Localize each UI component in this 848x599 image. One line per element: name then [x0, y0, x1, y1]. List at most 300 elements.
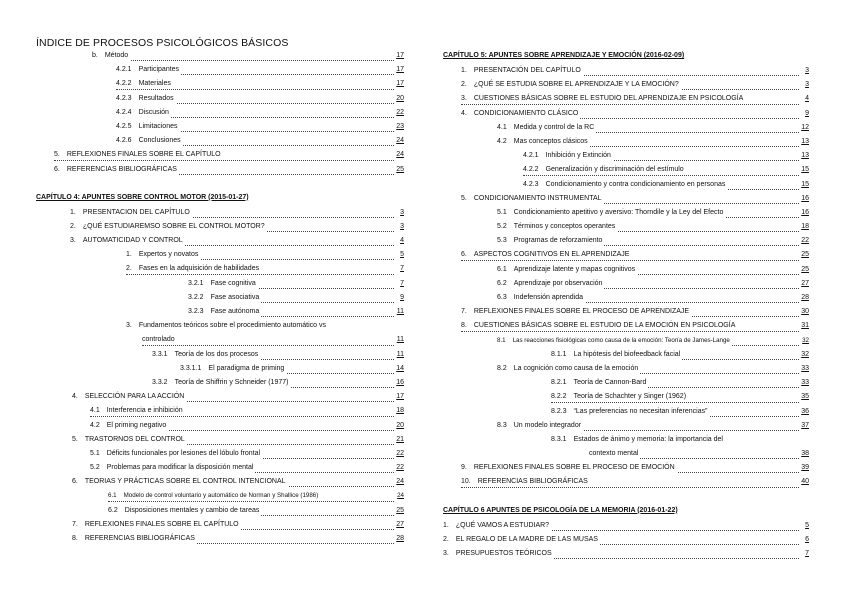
toc-entry-page: 16	[396, 378, 404, 386]
toc-entry-number: 4.2.3	[116, 94, 132, 102]
toc-entry-page: 21	[396, 435, 404, 443]
toc-entry-number: 4.2.3	[523, 180, 539, 188]
toc-entry-number: 4.	[72, 393, 78, 401]
toc-entry-number: 4.	[461, 109, 467, 117]
toc-entry-page: 7	[805, 550, 809, 557]
toc-entry-page: 20	[396, 421, 404, 429]
toc-entry-number: 3.2.2	[188, 293, 204, 301]
toc-entry-label	[443, 521, 551, 531]
toc-entry-label	[523, 165, 686, 175]
toc-entry[interactable]	[443, 263, 809, 277]
toc-entry-label	[70, 236, 185, 246]
toc-entry-label	[90, 463, 255, 473]
toc-entry-label	[142, 335, 177, 345]
toc-entry[interactable]	[443, 376, 809, 390]
toc-entry-text: Las reacciones fisiológicas como causa de la emoción: Teoría de James-Lange	[512, 336, 730, 344]
toc-entry-label	[461, 94, 745, 104]
toc-entry-page: 30	[801, 308, 809, 316]
toc-entry-text: Aprendizaje latente y mapas cognitivos	[513, 265, 636, 273]
toc-entry-number: 2.	[70, 222, 76, 230]
toc-entry[interactable]	[443, 135, 809, 149]
toc-entry-page: 17	[396, 52, 404, 59]
toc-entry-page: 17	[396, 393, 404, 401]
toc-entry[interactable]	[36, 333, 404, 347]
toc-entry-page: 11	[396, 350, 404, 358]
toc-entry-number: 8.2.1	[551, 379, 567, 387]
toc-entry-page: 13	[801, 137, 809, 145]
toc-entry[interactable]	[443, 519, 809, 533]
toc-entry-label	[551, 435, 725, 445]
toc-entry-number: 6.	[72, 478, 78, 486]
toc-entry[interactable]	[443, 319, 809, 333]
toc-entry[interactable]	[36, 390, 404, 404]
toc-entry-label	[443, 549, 554, 559]
toc-entry[interactable]	[443, 547, 809, 561]
toc-entry-label	[497, 364, 640, 374]
toc-entry[interactable]	[443, 163, 809, 177]
toc-entry-page: 25	[801, 265, 809, 273]
toc-entry[interactable]	[443, 64, 809, 78]
toc-entry-number: 6.	[54, 165, 60, 173]
toc-entry-text: Indefensión aprendida	[513, 294, 584, 301]
toc-entry-page: 7	[400, 265, 404, 273]
toc-entry-number: 5.1	[497, 208, 507, 216]
toc-entry-number: 4.1	[497, 123, 507, 131]
toc-entry-number: 8.1	[497, 336, 506, 344]
toc-entry-text: Teoría de Shiffrin y Schneider (1977)	[174, 378, 289, 386]
toc-entry-number: 3.	[461, 95, 467, 103]
toc-entry-page: 7	[400, 279, 404, 287]
toc-entry-page: 27	[396, 520, 404, 528]
toc-entry[interactable]	[36, 518, 404, 532]
left-column	[36, 49, 404, 546]
toc-entry-number: 4.2.1	[523, 152, 539, 160]
toc-entry-page: 4	[400, 237, 404, 245]
toc-entry-text: EL REGALO DE LA MADRE DE LAS MUSAS	[455, 535, 598, 543]
toc-entry[interactable]	[36, 489, 404, 503]
chapter-6-heading	[443, 504, 809, 519]
toc-entry-label	[116, 65, 181, 75]
toc-entry-page: 18	[396, 407, 404, 415]
toc-entry-text: REFERENCIAS BIBLIOGRÁFICAS	[84, 535, 195, 542]
toc-entry-label	[497, 123, 596, 133]
toc-entry-text: El priming negativo	[106, 421, 167, 429]
toc-entry-text: PRESUPUESTOS TEÓRICOS	[455, 550, 552, 557]
toc-entry-page: 6	[805, 535, 809, 543]
toc-entry-number: 5.	[54, 151, 60, 159]
toc-entry-number: 5.2	[497, 223, 507, 231]
toc-entry-label	[72, 534, 197, 544]
toc-entry[interactable]	[443, 178, 809, 192]
toc-entry-text: PRESENTACIÓN DEL CAPÍTULO	[473, 67, 581, 74]
toc-entry-label	[497, 336, 732, 346]
toc-entry-number: 1.	[461, 67, 467, 74]
toc-entry-number: 4.2	[90, 421, 100, 429]
dot-leader	[142, 345, 394, 346]
toc-entry-text: Medida y control de la RC	[513, 123, 595, 131]
toc-entry-label	[72, 520, 241, 530]
toc-entry[interactable]	[36, 362, 404, 376]
toc-entry-page: 22	[801, 237, 809, 245]
toc-entry-number: 3.3.1.1	[180, 364, 202, 372]
toc-entry-page: 24	[396, 151, 404, 159]
toc-entry-label	[90, 449, 262, 459]
toc-entry-label	[188, 307, 261, 317]
toc-entry-text: Fase cognitiva	[210, 279, 256, 287]
toc-entry-text: Un modelo integrador	[513, 421, 582, 429]
toc-entry-number: 5.3	[497, 237, 507, 245]
toc-entry[interactable]	[443, 362, 809, 376]
toc-entry[interactable]	[443, 533, 809, 547]
toc-entry[interactable]	[36, 447, 404, 461]
toc-entry[interactable]	[36, 106, 404, 120]
toc-entry-page: 23	[396, 122, 404, 130]
toc-entry-page: 3	[400, 222, 404, 230]
toc-entry-label	[70, 208, 192, 218]
toc-entry-page: 28	[801, 294, 809, 301]
toc-entry-number: 3.	[443, 550, 449, 557]
toc-entry-page: 5	[805, 521, 809, 529]
toc-entry[interactable]	[36, 419, 404, 433]
toc-entry-text: ¿QUÉ VAMOS A ESTUDIAR?	[455, 521, 550, 529]
toc-entry-label	[70, 222, 267, 232]
toc-entry-page: 14	[396, 364, 404, 372]
toc-entry-label	[461, 80, 681, 90]
toc-entry-label	[188, 279, 258, 289]
toc-entry-label	[116, 94, 176, 104]
toc-entry[interactable]	[443, 121, 809, 135]
toc-entry[interactable]	[443, 107, 809, 121]
toc-entry-label	[90, 406, 185, 416]
toc-entry-page: 25	[396, 165, 404, 173]
toc-entry[interactable]	[36, 348, 404, 362]
toc-entry-number: 3.	[126, 322, 132, 330]
toc-entry-number: 3.	[70, 237, 76, 245]
toc-entry-number: 8.2.3	[551, 407, 567, 415]
toc-entry[interactable]	[36, 163, 404, 177]
toc-entry-number: 8.1.1	[551, 350, 567, 358]
toc-entry-label	[108, 491, 320, 501]
toc-entry-label	[54, 150, 223, 160]
toc-entry-text: Materiales	[138, 80, 171, 88]
toc-entry-label	[551, 407, 709, 417]
toc-entry-number: 1.	[126, 251, 132, 259]
toc-entry-number: 7.	[461, 308, 467, 316]
toc-entry-number: 2.	[461, 81, 467, 89]
toc-entry[interactable]	[443, 475, 809, 489]
toc-entry-page: 24	[396, 137, 404, 145]
toc-entry-text: Resultados	[138, 94, 174, 102]
toc-entry-number: 4.1	[90, 407, 100, 415]
toc-entry-page: 32	[801, 350, 809, 358]
toc-entry-number: 1.	[443, 521, 449, 529]
toc-entry-text: CONDICIONAMIENTO INSTRUMENTAL	[473, 194, 602, 202]
toc-entry[interactable]	[443, 433, 809, 447]
toc-entry-page: 11	[396, 336, 404, 344]
toc-entry-label	[497, 293, 585, 303]
toc-entry-page: 33	[801, 379, 809, 387]
toc-entry-text: REFLEXIONES FINALES SOBRE EL PROCESO DE APRENDIZAJE	[473, 308, 690, 316]
toc-entry-text: “Las preferencias no necesitan inferencias”	[573, 407, 708, 415]
toc-entry-text: REFERENCIAS BIBLIOGRÁFICAS	[66, 165, 177, 173]
toc-entry-label	[126, 264, 261, 274]
toc-entry[interactable]	[36, 532, 404, 546]
toc-entry-label	[497, 222, 617, 232]
toc-entry-text: ASPECTOS COGNITIVOS EN EL APRENDIZAJE	[473, 251, 630, 259]
toc-entry-text: Discusión	[138, 108, 169, 116]
toc-entry[interactable]	[36, 92, 404, 106]
toc-entry-page: 13	[801, 152, 809, 160]
toc-entry[interactable]	[36, 404, 404, 418]
toc-entry-page: 16	[801, 194, 809, 202]
toc-entry-number: 6.2	[497, 279, 507, 287]
toc-entry-text: Participantes	[138, 66, 180, 74]
toc-entry-text: Fase asociativa	[210, 293, 260, 301]
toc-entry[interactable]	[443, 419, 809, 433]
toc-entry[interactable]	[36, 63, 404, 77]
toc-entry-label	[461, 109, 580, 119]
toc-entry-text: REFLEXIONES FINALES SOBRE EL CAPÍTULO	[84, 520, 239, 528]
toc-entry[interactable]	[36, 461, 404, 475]
toc-entry-number: 8.2	[497, 364, 507, 372]
toc-entry-text: Interferencia e inhibición	[106, 407, 183, 415]
toc-entry-text: ¿QUÉ SE ESTUDIA SOBRE EL APRENDIZAJE Y LA EMOCIÓN?	[473, 81, 679, 89]
toc-entry-number: 6.1	[108, 492, 117, 500]
toc-entry-label	[116, 136, 183, 146]
toc-entry-label	[461, 321, 737, 331]
dot-leader	[92, 60, 394, 61]
toc-entry-page: 32	[802, 336, 809, 344]
toc-entry-page: 24	[396, 478, 404, 486]
toc-entry-number: 5.	[461, 194, 467, 202]
toc-entry-number: 5.	[72, 435, 78, 443]
toc-entry[interactable]	[36, 248, 404, 262]
toc-entry-number: 4.2	[497, 137, 507, 145]
toc-entry-label	[152, 378, 290, 388]
toc-entry-number: 8.2.2	[551, 393, 567, 401]
toc-entry[interactable]	[36, 433, 404, 447]
toc-entry-text: Aprendizaje por observación	[513, 279, 603, 287]
toc-entry-text: AUTOMATICIDAD Y CONTROL	[82, 237, 183, 245]
toc-entry-page: 3	[400, 208, 404, 216]
toc-entry-text: Modelo de control voluntario y automático de Norman y Shallice (1986)	[123, 492, 319, 500]
toc-entry-number: 6.	[461, 251, 467, 259]
toc-entry-label	[497, 236, 604, 246]
toc-entry-text: Expertos y novatos	[138, 251, 199, 259]
toc-entry-text: controlado	[142, 336, 175, 344]
toc-entry[interactable]	[36, 504, 404, 518]
toc-entry-text: Generalización y discriminación del estímulo	[545, 166, 684, 174]
toc-entry-text: REFERENCIAS BIBLIOGRÁFICAS	[477, 478, 588, 486]
toc-entry-label	[461, 477, 590, 487]
toc-entry[interactable]	[443, 206, 809, 220]
toc-entry[interactable]	[36, 77, 404, 91]
toc-entry-number: 8.3.1	[551, 435, 567, 443]
toc-entry-number: 9.	[461, 464, 467, 472]
toc-entry-label	[497, 265, 637, 275]
toc-entry-number: b.	[92, 52, 98, 59]
toc-entry[interactable]	[36, 148, 404, 162]
toc-entry-page: 33	[801, 364, 809, 372]
toc-entry[interactable]	[36, 134, 404, 148]
toc-entry-text: REFLEXIONES FINALES SOBRE EL PROCESO DE EMOCIÓN	[473, 464, 675, 472]
toc-entry-number: 3.3.1	[152, 350, 168, 358]
chapter-heading-label: CAPÍTULO 5: APUNTES SOBRE APRENDIZAJE Y EMOCIÓN (2016-02-09)	[443, 52, 685, 59]
toc-entry-page: 22	[396, 108, 404, 116]
toc-entry-label	[72, 392, 186, 402]
toc-entry[interactable]	[443, 447, 809, 461]
toc-entry-page: 24	[397, 492, 404, 500]
toc-entry-number: 6.3	[497, 294, 507, 301]
toc-entry-text: Déficits funcionales por lesiones del lóbulo frontal	[106, 449, 261, 457]
toc-entry-page: 9	[400, 293, 404, 301]
toc-entry-number: 2.	[126, 265, 132, 273]
toc-entry-text: CONDICIONAMIENTO CLÁSICO	[473, 109, 579, 117]
toc-entry-page: 20	[396, 94, 404, 102]
toc-entry-number: 8.3	[497, 421, 507, 429]
toc-entry-text: REFLEXIONES FINALES SOBRE EL CAPÍTULO	[66, 151, 221, 159]
toc-entry[interactable]	[443, 248, 809, 262]
toc-entry-page: 37	[801, 421, 809, 429]
toc-entry-number: 5.2	[90, 464, 100, 472]
toc-entry-page: 25	[396, 506, 404, 514]
toc-entry-text: Fases en la adquisición de habilidades	[138, 265, 260, 273]
toc-entry[interactable]	[443, 220, 809, 234]
toc-entry[interactable]	[443, 390, 809, 404]
toc-entry-page: 22	[396, 464, 404, 472]
toc-entry-number: 2.	[443, 535, 449, 543]
toc-entry[interactable]	[443, 92, 809, 106]
toc-entry-label	[90, 421, 168, 431]
toc-entry-label	[551, 392, 688, 402]
toc-entry-page: 12	[801, 123, 809, 131]
toc-entry-page: 31	[801, 322, 809, 330]
toc-entry-label	[116, 79, 173, 89]
toc-entry-label	[443, 535, 600, 545]
toc-entry-text: Problemas para modificar la disposición mental	[106, 464, 254, 472]
toc-entry-text: Programas de reforzamiento	[513, 237, 603, 245]
toc-entry[interactable]	[443, 192, 809, 206]
toc-entry[interactable]	[36, 319, 404, 333]
toc-entry-label	[461, 250, 631, 260]
right-block-2	[443, 519, 809, 562]
toc-entry-page: 15	[801, 166, 809, 174]
toc-entry[interactable]	[36, 262, 404, 276]
toc-entry-label	[551, 378, 648, 388]
toc-entry[interactable]	[36, 291, 404, 305]
left-block-2	[36, 206, 404, 547]
toc-entry-number: 8.	[72, 535, 78, 542]
toc-entry-text: Conclusiones	[138, 137, 181, 145]
toc-entry-label	[108, 506, 261, 516]
toc-entry-page: 3	[805, 81, 809, 89]
toc-entry-number: 3.2.3	[188, 308, 204, 315]
toc-entry[interactable]	[443, 234, 809, 248]
toc-entry-label	[152, 350, 260, 360]
toc-entry[interactable]	[443, 461, 809, 475]
toc-entry[interactable]	[36, 475, 404, 489]
toc-entry[interactable]	[443, 348, 809, 362]
toc-entry-number: 4.2.4	[116, 108, 132, 116]
toc-entry-number: 4.2.2	[116, 80, 132, 88]
toc-entry[interactable]	[443, 334, 809, 348]
toc-entry-text: contexto mental	[589, 450, 639, 458]
toc-entry-label	[497, 208, 725, 218]
toc-entry-label	[461, 66, 583, 76]
toc-entry[interactable]	[443, 78, 809, 92]
right-block-1	[443, 64, 809, 490]
toc-entry-page: 9	[805, 109, 809, 117]
toc-entry-label	[497, 137, 590, 147]
toc-entry-text: Teoría de los dos procesos	[174, 350, 259, 358]
toc-entry-label	[72, 435, 187, 445]
toc-entry-label	[461, 463, 677, 473]
toc-entry[interactable]	[443, 305, 809, 319]
toc-entry-page: 38	[801, 450, 809, 458]
toc-entry-number: 6.2	[108, 506, 118, 514]
toc-entry-number: 5.1	[90, 449, 100, 457]
toc-entry[interactable]	[36, 206, 404, 220]
toc-entry[interactable]	[443, 405, 809, 419]
toc-entry[interactable]	[36, 277, 404, 291]
toc-entry[interactable]	[36, 234, 404, 248]
toc-entry-text: Método	[104, 52, 129, 59]
toc-entry-text: ¿QUÉ ESTUDIAREMSO SOBRE EL CONTROL MOTOR?	[82, 222, 265, 230]
toc-entry-label	[589, 449, 640, 459]
toc-entry-page: 11	[396, 308, 404, 315]
toc-entry[interactable]	[443, 277, 809, 291]
toc-entry-page: 15	[801, 180, 809, 188]
toc-entry[interactable]	[443, 149, 809, 163]
toc-entry[interactable]	[36, 120, 404, 134]
chapter-5-heading	[443, 49, 809, 64]
toc-entry[interactable]	[36, 49, 404, 63]
toc-entry-label	[126, 321, 328, 331]
toc-entry-label	[188, 293, 261, 303]
toc-entry-page: 27	[801, 279, 809, 287]
toc-entry-number: 4.2.6	[116, 137, 132, 145]
toc-entry-text: Mas conceptos clásicos	[513, 137, 588, 145]
toc-entry-number: 1.	[70, 208, 76, 216]
toc-entry-text: TEORIAS Y PRÁCTICAS SOBRE EL CONTROL INTENCIONAL	[84, 478, 286, 486]
toc-entry-label	[497, 421, 583, 431]
chapter-4-heading	[36, 191, 404, 206]
toc-entry-label	[523, 180, 727, 190]
toc-entry-number: 6.1	[497, 265, 507, 273]
toc-entry-page: 25	[801, 251, 809, 259]
toc-entry[interactable]	[443, 291, 809, 305]
toc-entry-text: La hipótesis del biofeedback facial	[573, 350, 681, 358]
toc-entry-text: Limitaciones	[138, 122, 178, 130]
toc-entry[interactable]	[36, 305, 404, 319]
toc-entry-text: La cognición como causa de la emoción	[513, 364, 639, 372]
toc-entry[interactable]	[36, 220, 404, 234]
toc-entry-number: 4.2.1	[116, 66, 132, 74]
toc-entry-text: TRASTORNOS DEL CONTROL	[84, 435, 185, 443]
chapter-heading-label: CAPÍTULO 6 APUNTES DE PSICOLOGÍA DE LA MEMORIA (2016-01-22)	[443, 506, 678, 514]
toc-entry-text: CUESTIONES BÁSICAS SOBRE EL ESTUDIO DE LA EMOCIÓN EN PSICOLOGÍA	[473, 322, 736, 330]
toc-entry-text: Teoría de Cannon-Bard	[573, 379, 647, 387]
toc-entry-text: Fase autónoma	[210, 308, 260, 315]
toc-entry-label	[54, 165, 179, 175]
toc-entry-label	[461, 194, 604, 204]
toc-entry-page: 17	[396, 80, 404, 88]
toc-entry-number: 3.3.2	[152, 378, 168, 386]
chapter-heading-label: CAPÍTULO 4: APUNTES SOBRE CONTROL MOTOR (2015-01-27)	[36, 193, 249, 201]
toc-entry[interactable]	[36, 376, 404, 390]
toc-entry-page: 39	[801, 464, 809, 472]
toc-entry-number: 4.2.2	[523, 166, 539, 174]
